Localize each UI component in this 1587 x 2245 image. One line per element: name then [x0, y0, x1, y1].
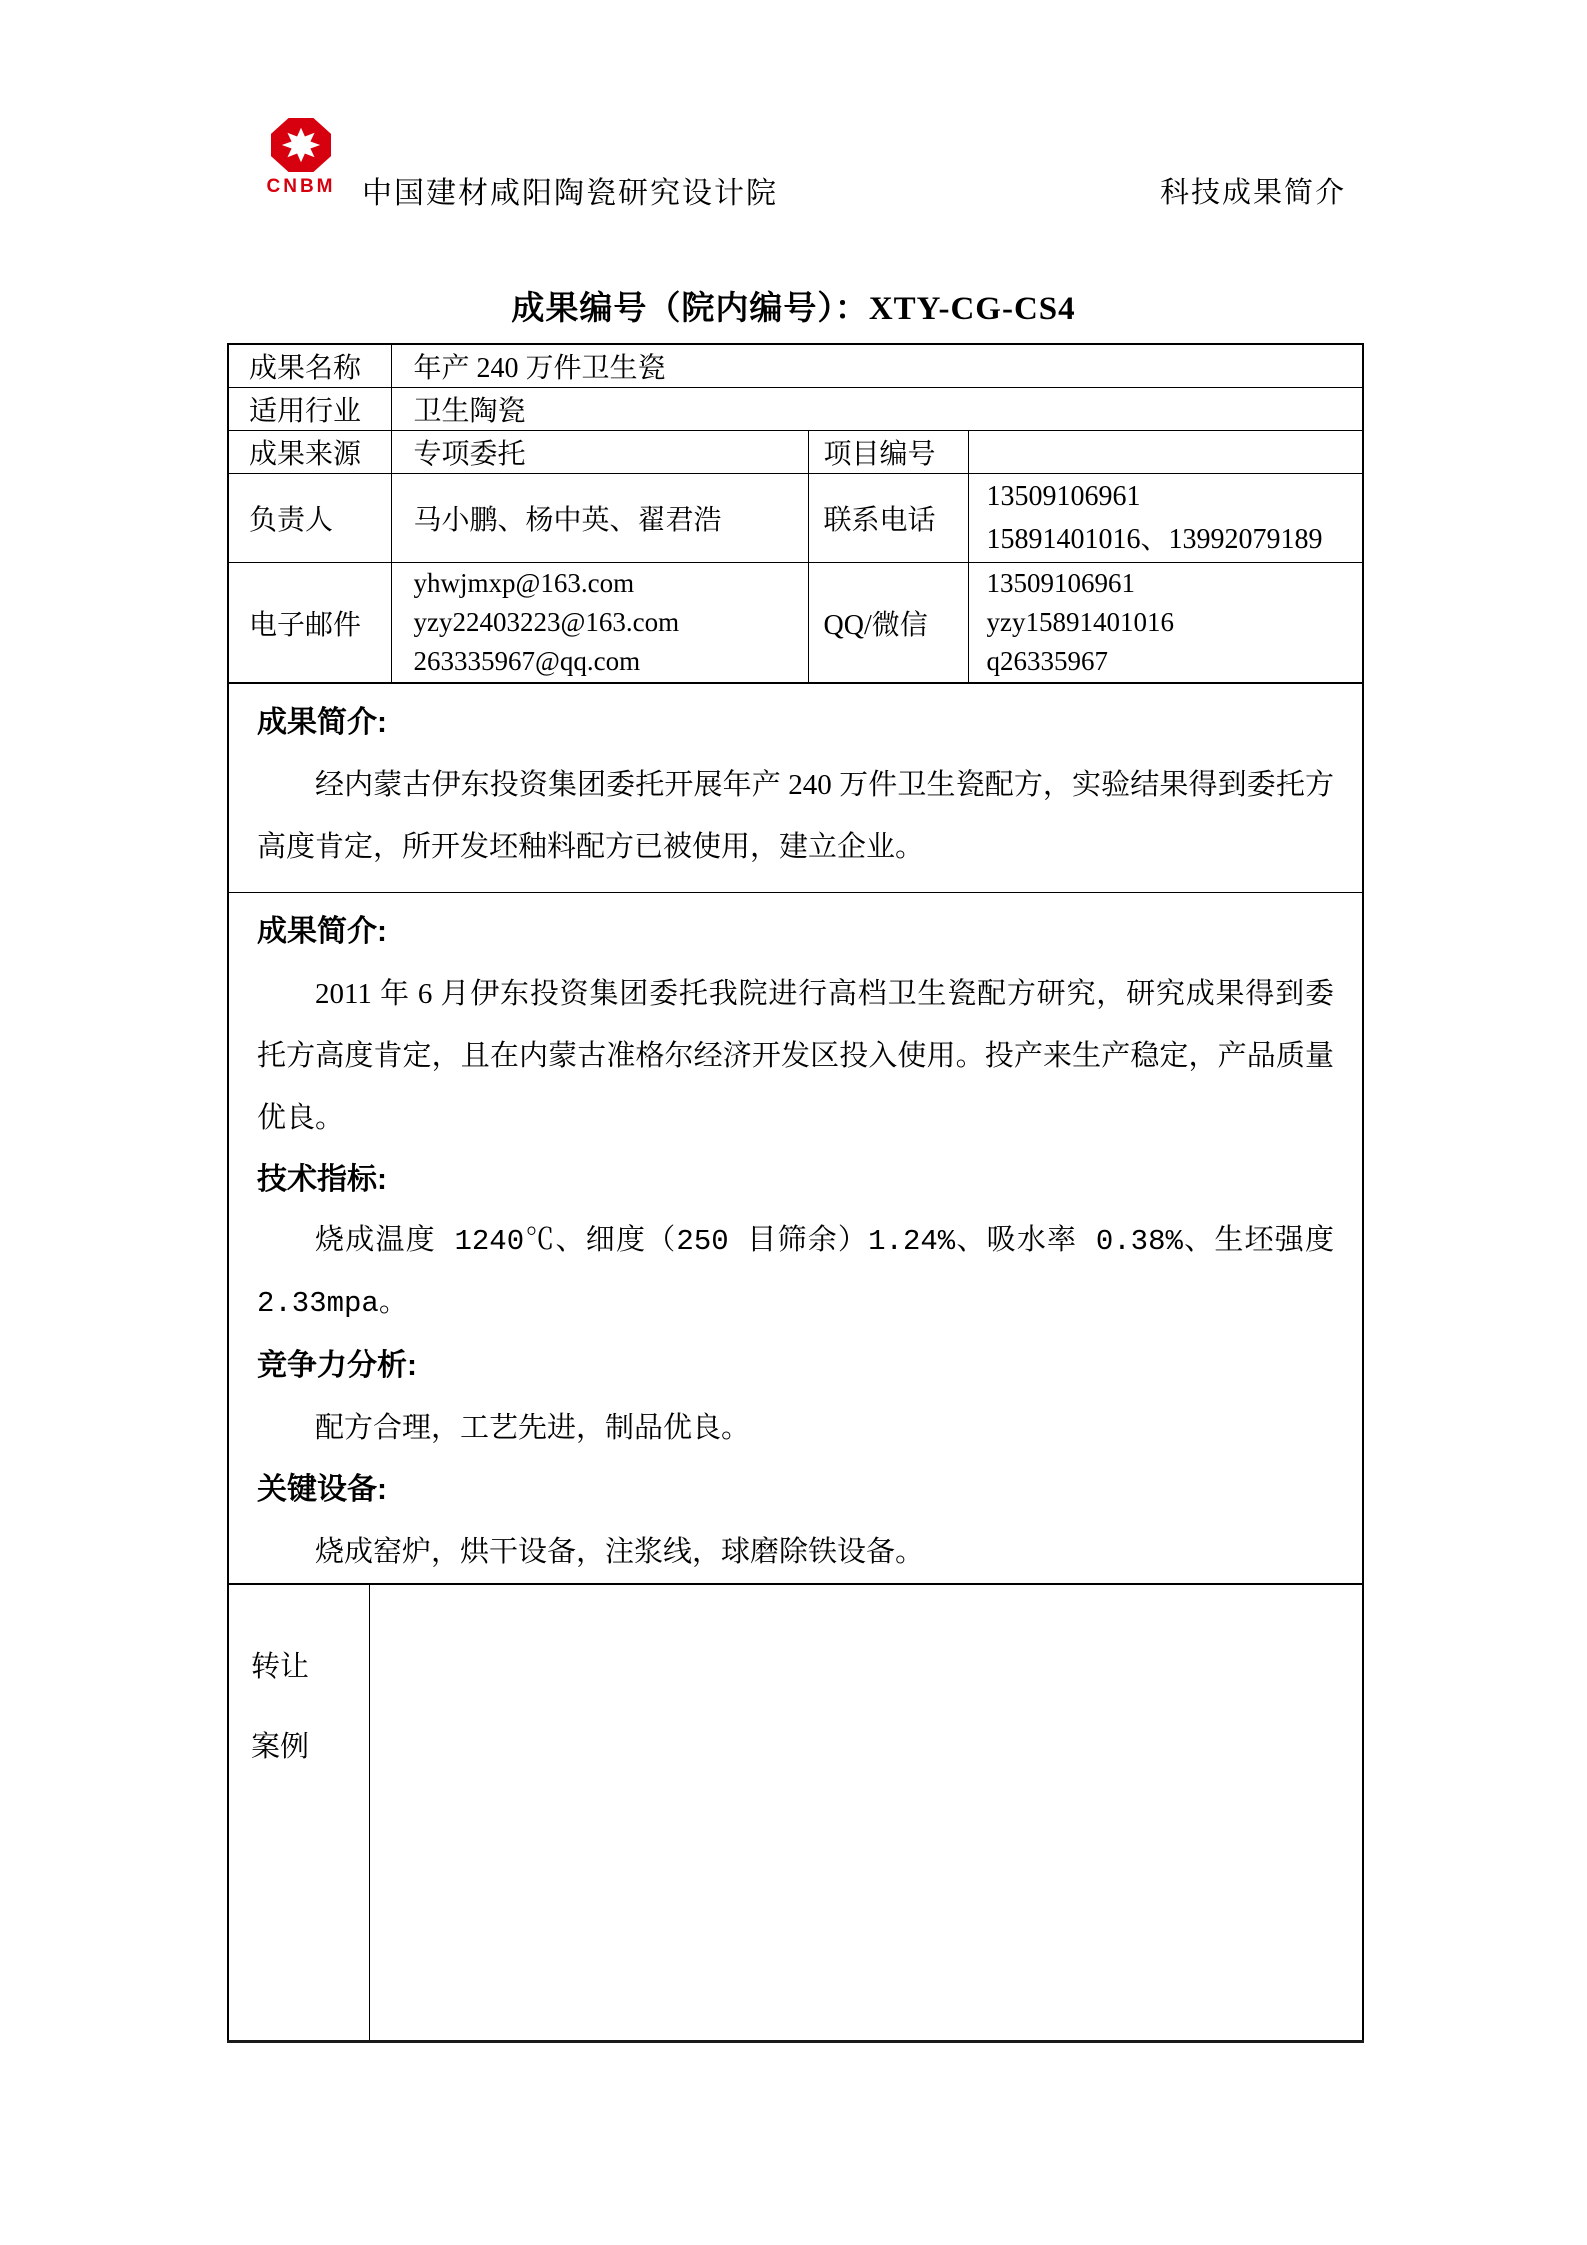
transfer-case-label [228, 1584, 369, 2042]
industry-value: 卫生陶瓷 [391, 388, 1363, 431]
info-table-wrap [227, 343, 1362, 2043]
summary1-body: 经内蒙古伊东投资集团委托开展年产 240 万件卫生瓷配方，实验结果得到委托方高度肯定，所开发坯釉料配方已被使用，建立企业。 [257, 769, 1334, 863]
qq-line-3: q26335967 [986, 646, 1108, 676]
phone-label: 联系电话 [808, 474, 968, 563]
table-row [228, 388, 1363, 431]
phone-line-2: 15891401016、13992079189 [986, 524, 1323, 555]
project-number-label: 项目编号 [808, 431, 968, 474]
info-table [227, 343, 1364, 1585]
phone-value [968, 474, 1363, 563]
transfer-table [227, 1583, 1364, 2044]
table-row [228, 683, 1363, 892]
summary2-body: 2011 年 6 月伊东投资集团委托我院进行高档卫生瓷配方研究，研究成果得到委托方高度肯定，且在内蒙古准格尔经济开发区投入使用。投产来生产稳定，产品质量优良。 [257, 977, 1334, 1134]
summary2-heading: 成果简介: [257, 914, 387, 948]
source-label: 成果来源 [228, 431, 391, 474]
summary1-heading: 成果简介: [257, 706, 387, 739]
detail-section [228, 892, 1363, 1584]
table-row [228, 892, 1363, 1584]
email-line-1: yhwjmxp@163.com [413, 568, 635, 598]
leader-label: 负责人 [228, 474, 391, 563]
result-name-label: 成果名称 [228, 344, 391, 388]
competitive-body: 配方合理，工艺先进，制品优良。 [315, 1411, 751, 1444]
phone-line-1: 13509106961 [986, 481, 1141, 512]
cnbm-octagon-star-icon [271, 118, 331, 172]
page-title: 成果编号（院内编号）：XTY-CG-CS4 [511, 291, 1076, 327]
email-label: 电子邮件 [228, 563, 391, 684]
email-line-2: yzy22403223@163.com [413, 607, 680, 637]
qq-wechat-label: QQ/微信 [808, 563, 968, 684]
transfer-label-line-2: 案例 [251, 1730, 310, 1763]
qq-line-2: yzy15891401016 [986, 607, 1174, 637]
table-row [228, 344, 1363, 388]
email-line-3: 263335967@qq.com [413, 646, 641, 676]
project-number-value [968, 431, 1363, 474]
competitive-heading: 竞争力分析: [257, 1348, 417, 1382]
summary1-section [228, 683, 1363, 892]
tech-body: 烧成温度 1240℃、细度（250 目筛余）1.24%、吸水率 0.38%、生坯强度 2.33mpa。 [257, 1224, 1334, 1320]
cnbm-logo-text: CNBM [266, 176, 336, 197]
qq-wechat-value [968, 563, 1363, 684]
doc-type-label: 科技成果简介 [1160, 177, 1347, 209]
tech-heading: 技术指标: [257, 1162, 387, 1196]
table-row [228, 1584, 1363, 2042]
email-value [391, 563, 808, 684]
cnbm-logo [262, 118, 340, 198]
equipment-body: 烧成窑炉，烘干设备，注浆线，球磨除铁设备。 [315, 1535, 925, 1568]
source-value: 专项委托 [391, 431, 808, 474]
transfer-label-line-1: 转让 [251, 1650, 310, 1683]
result-name-value: 年产 240 万件卫生瓷 [391, 344, 1363, 388]
transfer-case-content [369, 1584, 1363, 2042]
table-row [228, 563, 1363, 684]
table-row [228, 431, 1363, 474]
qq-line-1: 13509106961 [986, 568, 1135, 598]
table-row [228, 474, 1363, 563]
institute-name: 中国建材咸阳陶瓷研究设计院 [362, 177, 778, 210]
industry-label: 适用行业 [228, 388, 391, 431]
equipment-heading: 关键设备: [257, 1472, 387, 1506]
leader-value: 马小鹏、杨中英、翟君浩 [391, 474, 808, 563]
